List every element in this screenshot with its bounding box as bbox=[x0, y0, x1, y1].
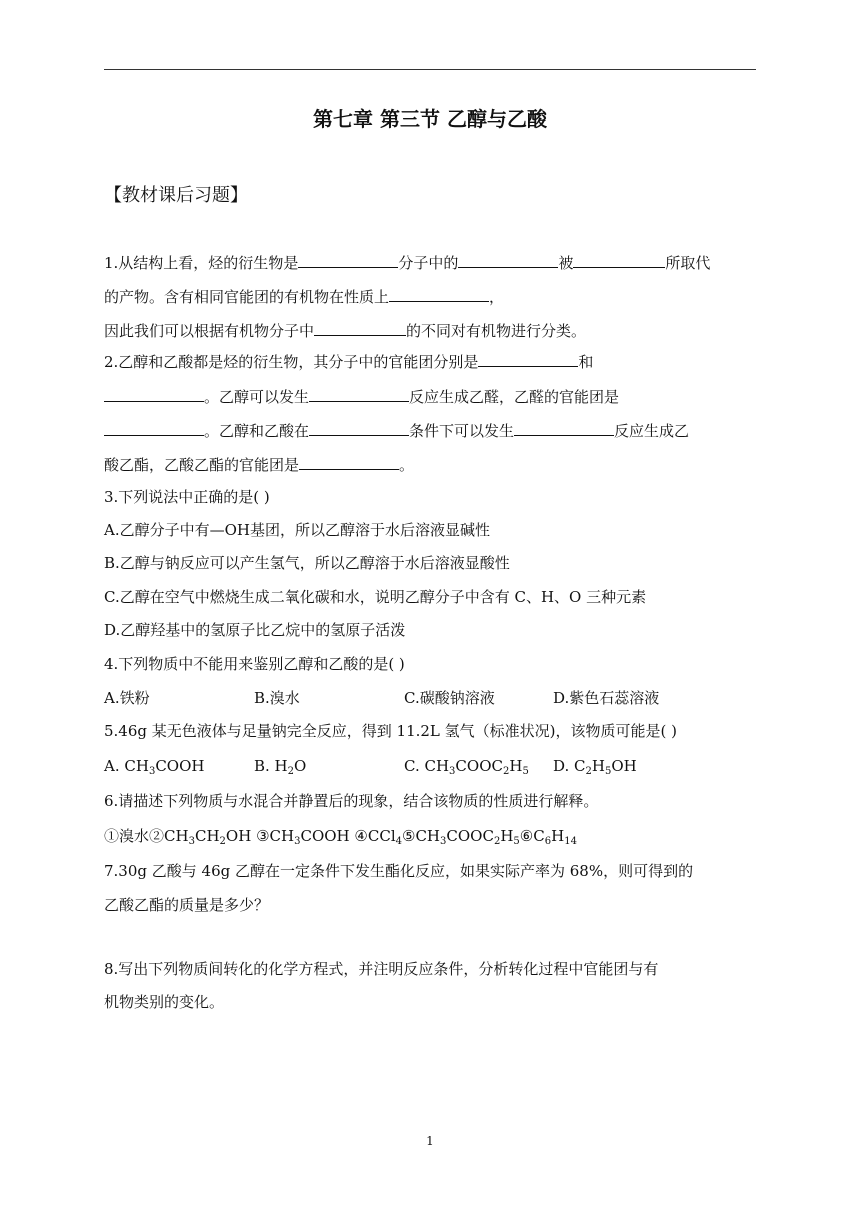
formula-text: COOH bbox=[300, 827, 350, 845]
q2-line-2 bbox=[104, 385, 619, 408]
formula-text: H bbox=[551, 827, 565, 845]
formula-text: ③ bbox=[256, 827, 270, 845]
page-title: 第七章 第三节 乙醇与乙酸 bbox=[313, 107, 547, 131]
subscript: 5 bbox=[604, 766, 612, 777]
q6-item-2 bbox=[149, 827, 251, 845]
subscript: 5 bbox=[522, 766, 529, 777]
answer-blank[interactable] bbox=[573, 251, 665, 268]
q6-item-3 bbox=[256, 827, 350, 845]
subscript: 2 bbox=[287, 766, 295, 777]
text: 被 bbox=[558, 254, 574, 272]
subscript: 5 bbox=[513, 836, 520, 847]
q6-items bbox=[104, 825, 577, 847]
q3-option-d: D.乙醇羟基中的氢原子比乙烷中的氢原子活泼 bbox=[104, 621, 406, 639]
q5-option-a bbox=[104, 755, 204, 777]
answer-blank[interactable] bbox=[104, 419, 204, 436]
formula-text: COOC bbox=[455, 757, 503, 775]
text: 。 bbox=[399, 456, 415, 474]
text: 反应生成乙醛，乙醛的官能团是 bbox=[409, 388, 620, 406]
text: 2.乙醇和乙酸都是烃的衍生物，其分子中的官能团分别是 bbox=[104, 353, 479, 371]
formula-text: ④ bbox=[354, 827, 368, 845]
q6-item-1 bbox=[104, 827, 149, 845]
text: 条件下可以发生 bbox=[409, 422, 515, 440]
formula-text: ⑥ bbox=[519, 827, 534, 845]
text: 酸乙酯，乙酸乙酯的官能团是 bbox=[104, 456, 300, 474]
answer-blank[interactable] bbox=[298, 251, 398, 268]
q3-option-a: A.乙醇分子中有—OH基团，所以乙醇溶于水后溶液显碱性 bbox=[104, 521, 490, 539]
answer-blank[interactable] bbox=[309, 385, 409, 402]
text: 所取代 bbox=[665, 254, 711, 272]
text: 。乙醇可以发生 bbox=[204, 388, 310, 406]
formula-text: COOH bbox=[155, 757, 205, 775]
subscript: 3 bbox=[148, 766, 156, 777]
formula-text: H bbox=[509, 757, 523, 775]
q7-line-1: 7.30g 乙酸与 46g 乙醇在一定条件下发生酯化反应，如果实际产率为 68%，则可得到的 bbox=[104, 862, 694, 880]
text: 。乙醇和乙酸在 bbox=[204, 422, 310, 440]
subscript: 3 bbox=[440, 836, 447, 847]
formula-text: CH bbox=[164, 827, 189, 845]
subscript: 3 bbox=[449, 766, 456, 777]
formula-text: OH bbox=[225, 827, 252, 845]
text: 和 bbox=[578, 353, 594, 371]
text: 的不同对有机物进行分类。 bbox=[406, 322, 587, 340]
subscript: 2 bbox=[219, 836, 226, 847]
answer-blank[interactable] bbox=[458, 251, 558, 268]
answer-blank[interactable] bbox=[478, 350, 578, 367]
text: 的产物。含有相同官能团的有机物在性质上 bbox=[104, 288, 390, 306]
q4-option-c: C.碳酸钠溶液 bbox=[404, 689, 495, 707]
q4-option-a: A.铁粉 bbox=[104, 689, 150, 707]
formula-text: ⑤ bbox=[402, 827, 416, 845]
q4-option-b: B.溴水 bbox=[254, 689, 300, 707]
formula-text: CH bbox=[415, 827, 441, 845]
text: 1.从结构上看，烃的衍生物是 bbox=[104, 254, 299, 272]
q6-stem: 6.请描述下列物质与水混合并静置后的现象，结合该物质的性质进行解释。 bbox=[104, 792, 599, 810]
q8-line-1: 8.写出下列物质间转化的化学方程式，并注明反应条件，分析转化过程中官能团与有 bbox=[104, 960, 659, 978]
subscript: 3 bbox=[188, 836, 195, 847]
formula-text: B. H bbox=[254, 757, 288, 775]
q7-line-2: 乙酸乙酯的质量是多少？ bbox=[104, 896, 270, 914]
answer-blank[interactable] bbox=[314, 319, 406, 336]
formula-text: CCl bbox=[367, 827, 396, 845]
formula-text: COOC bbox=[446, 827, 494, 845]
text: ， bbox=[489, 288, 505, 306]
answer-blank[interactable] bbox=[389, 285, 489, 302]
answer-blank[interactable] bbox=[309, 419, 409, 436]
q5-option-c bbox=[404, 755, 529, 777]
text: 反应生成乙 bbox=[614, 422, 690, 440]
q4-stem: 4.下列物质中不能用来鉴别乙醇和乙酸的是( ) bbox=[104, 655, 405, 673]
formula-text: ② bbox=[149, 827, 165, 845]
formula-text: CH bbox=[269, 827, 295, 845]
subscript: 4 bbox=[395, 836, 402, 847]
subscript: 3 bbox=[294, 836, 301, 847]
q2-line-1 bbox=[104, 350, 593, 373]
q1-line-2 bbox=[104, 285, 504, 308]
q1-line-1 bbox=[104, 251, 710, 274]
section-heading: 【教材课后习题】 bbox=[104, 185, 248, 206]
formula-text: C bbox=[533, 827, 545, 845]
header-rule bbox=[104, 69, 756, 70]
text: 分子中的 bbox=[398, 254, 459, 272]
subscript: 2 bbox=[493, 836, 501, 847]
text: 因此我们可以根据有机物分子中 bbox=[104, 322, 315, 340]
q1-line-3 bbox=[104, 319, 586, 342]
answer-blank[interactable] bbox=[514, 419, 614, 436]
formula-text: OH bbox=[611, 757, 637, 775]
q6-item-6 bbox=[520, 827, 577, 845]
page-number: 1 bbox=[426, 1134, 434, 1148]
formula-text: A. CH bbox=[104, 757, 149, 775]
q2-line-4 bbox=[104, 453, 414, 476]
q8-line-2: 机物类别的变化。 bbox=[104, 993, 225, 1011]
subscript: 6 bbox=[544, 836, 552, 847]
subscript: 2 bbox=[502, 766, 510, 777]
q3-option-b: B.乙醇与钠反应可以产生氢气，所以乙醇溶于水后溶液显酸性 bbox=[104, 554, 510, 572]
subscript: 14 bbox=[564, 836, 577, 847]
q4-option-d: D.紫色石蕊溶液 bbox=[553, 689, 660, 707]
formula-text: H bbox=[500, 827, 514, 845]
q5-option-b bbox=[254, 755, 306, 777]
q3-stem: 3.下列说法中正确的是( ) bbox=[104, 488, 270, 506]
formula-text: O bbox=[294, 757, 307, 775]
q6-item-5 bbox=[402, 827, 520, 845]
answer-blank[interactable] bbox=[104, 385, 204, 402]
formula-text: H bbox=[591, 757, 605, 775]
formula-text: C. CH bbox=[404, 757, 450, 775]
q3-option-c: C.乙醇在空气中燃烧生成二氧化碳和水，说明乙醇分子中含有 C、H、O 三种元素 bbox=[104, 588, 647, 606]
formula-text: CH bbox=[194, 827, 220, 845]
answer-blank[interactable] bbox=[299, 453, 399, 470]
q2-line-3 bbox=[104, 419, 689, 442]
q6-item-4 bbox=[354, 827, 402, 845]
q5-stem: 5.46g 某无色液体与足量钠完全反应，得到 11.2L 氢气（标准状况)，该物质可能是( ) bbox=[104, 722, 677, 740]
subscript: 2 bbox=[585, 766, 592, 777]
formula-text: ①溴水 bbox=[104, 827, 150, 845]
q5-option-d bbox=[553, 755, 637, 777]
formula-text: D. C bbox=[553, 757, 586, 775]
